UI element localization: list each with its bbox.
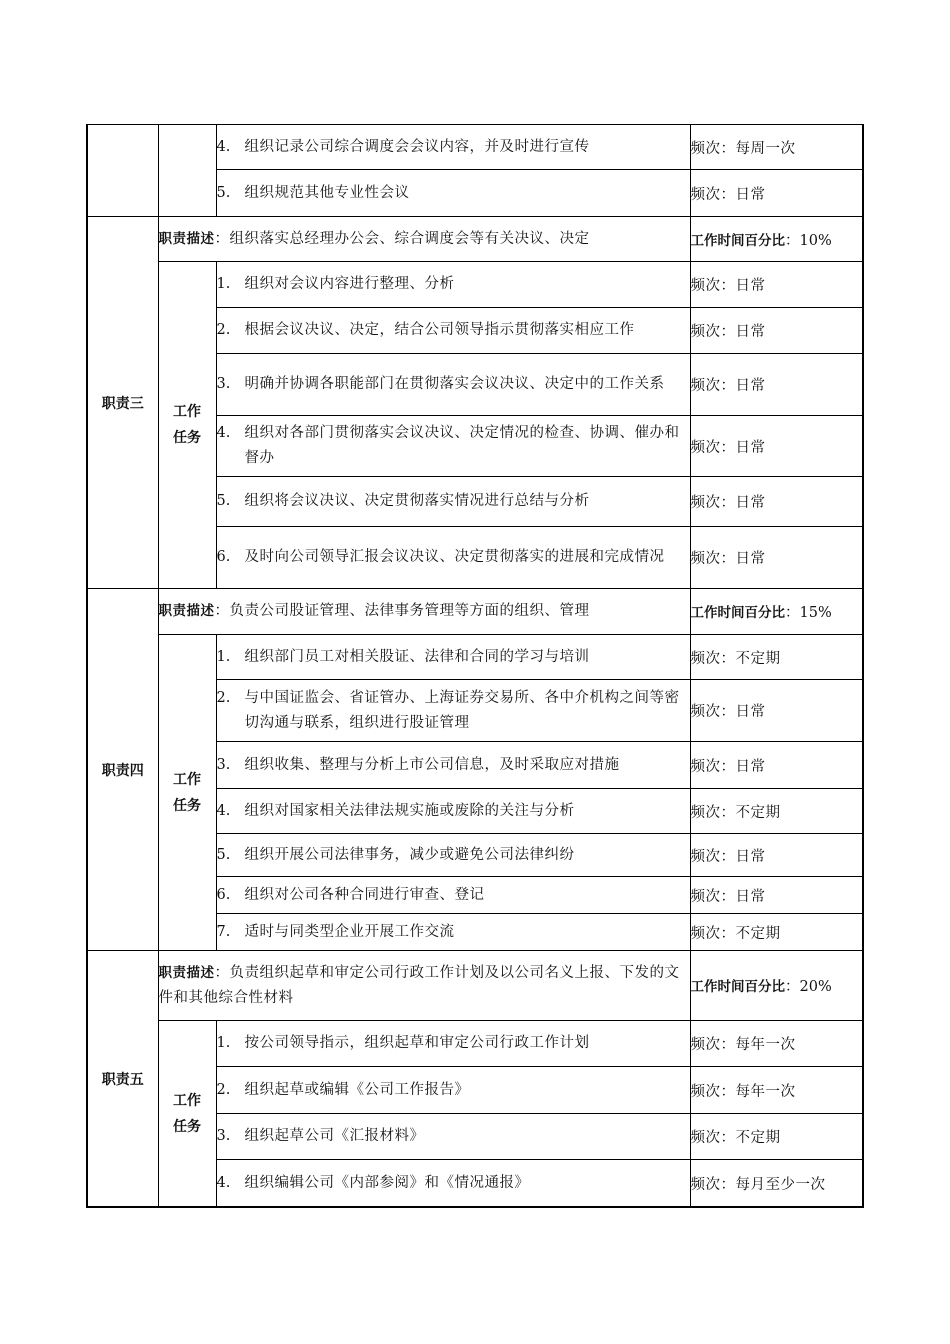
- task-number: 2.: [216, 322, 231, 338]
- task-cell: [216, 416, 690, 477]
- frequency-cell: 频次：日常: [690, 354, 863, 416]
- task-number: 5.: [216, 493, 231, 509]
- task-cell: [216, 527, 690, 589]
- task-item: [217, 645, 690, 670]
- task-text: 组织对国家相关法律法规实施或废除的关注与分析: [244, 802, 575, 819]
- frequency-value: 日常: [735, 378, 766, 394]
- task-cell: [216, 1114, 690, 1160]
- frequency-value: 日常: [735, 278, 766, 294]
- duty-description: 职责描述：负责组织起草和审定公司行政工作计划及以公司名义上报、下发的文件和其他综合性材料: [158, 951, 690, 1021]
- frequency-label: 频次: [690, 1130, 721, 1146]
- task-row: [87, 125, 863, 170]
- frequency-cell: 频次：每周一次: [690, 125, 863, 170]
- task-text: 组织规范其他专业性会议: [244, 184, 410, 201]
- duty-description-text: 组织落实总经理办公会、综合调度会等有关决议、决定: [229, 230, 590, 247]
- task-text: 适时与同类型企业开展工作交流: [244, 923, 455, 940]
- task-cell: [216, 914, 690, 951]
- frequency-value: 日常: [735, 186, 766, 203]
- work-tasks-label: [158, 125, 216, 217]
- time-percentage-label: 工作时间百分比: [690, 605, 785, 621]
- frequency-value: 每年一次: [735, 1037, 796, 1053]
- frequency-label: 频次: [690, 1176, 721, 1193]
- frequency-value: 日常: [735, 324, 766, 340]
- duty-description-text: 负责公司股证管理、法律事务管理等方面的组织、管理: [229, 603, 590, 619]
- frequency-label: 频次: [690, 378, 721, 394]
- frequency-label: 频次: [690, 925, 721, 942]
- task-cell: [216, 742, 690, 789]
- duty-description-text: 负责组织起草和审定公司行政工作计划及以公司名义上报、下发的文件和其他综合性材料: [158, 964, 680, 1006]
- frequency-value: 每周一次: [735, 140, 796, 157]
- frequency-cell: 频次：日常: [690, 262, 863, 308]
- frequency-value: 日常: [735, 888, 766, 905]
- task-cell: [216, 1021, 690, 1067]
- task-item: [217, 372, 690, 397]
- task-text: 组织对公司各种合同进行审查、登记: [244, 886, 485, 903]
- task-text: 组织部门员工对相关股证、法律和合同的学习与培训: [244, 648, 590, 665]
- task-item: [217, 1031, 690, 1056]
- task-cell: [216, 834, 690, 877]
- task-row: [87, 1021, 863, 1067]
- frequency-value: 日常: [735, 848, 766, 865]
- duty-description-label: 职责描述: [158, 603, 215, 619]
- frequency-value: 不定期: [735, 804, 781, 821]
- time-percentage-value: 10%: [799, 232, 832, 249]
- task-number: 2.: [216, 1081, 231, 1098]
- task-cell: [216, 170, 690, 217]
- work-tasks-label-line2: 任务: [173, 797, 201, 814]
- duty-description-row: [87, 951, 863, 1021]
- task-item: [217, 272, 690, 297]
- task-number: 3.: [216, 376, 231, 392]
- frequency-value: 日常: [735, 495, 766, 511]
- task-item: [217, 686, 690, 736]
- task-item: [217, 1171, 690, 1196]
- time-percentage-value: 15%: [799, 605, 832, 621]
- task-item: [217, 799, 690, 824]
- task-cell: [216, 354, 690, 416]
- task-number: 1.: [216, 1035, 231, 1051]
- frequency-cell: 频次：每年一次: [690, 1021, 863, 1067]
- task-item: [217, 920, 690, 945]
- task-item: [217, 489, 690, 514]
- work-tasks-label-line2: 任务: [173, 1118, 201, 1135]
- task-item: [217, 421, 690, 471]
- frequency-value: 日常: [735, 551, 766, 567]
- task-number: 1.: [216, 648, 231, 665]
- frequency-cell: 频次：日常: [690, 527, 863, 589]
- work-tasks-label-line1: 工作: [173, 771, 201, 788]
- duty-table: [86, 124, 864, 1208]
- task-text: 根据会议决议、决定，结合公司领导指示贯彻落实相应工作: [244, 322, 635, 338]
- duty-table-body: [87, 125, 863, 1208]
- frequency-label: 频次: [690, 140, 721, 157]
- task-number: 6.: [216, 549, 231, 565]
- frequency-value: 不定期: [735, 650, 781, 667]
- frequency-label: 频次: [690, 804, 721, 821]
- frequency-cell: 频次：日常: [690, 477, 863, 527]
- duty-title: 职责五: [87, 951, 158, 1208]
- work-tasks-label-line1: 工作: [173, 1092, 201, 1109]
- duty-description: 职责描述：负责公司股证管理、法律事务管理等方面的组织、管理: [158, 589, 690, 635]
- task-item: [217, 1078, 690, 1103]
- frequency-cell: 频次：不定期: [690, 914, 863, 951]
- task-text: 组织收集、整理与分析上市公司信息，及时采取应对措施: [244, 756, 620, 773]
- frequency-value: 日常: [735, 758, 766, 775]
- frequency-cell: 频次：不定期: [690, 789, 863, 834]
- frequency-value: 日常: [735, 439, 766, 456]
- frequency-label: 频次: [690, 1083, 721, 1100]
- task-cell: [216, 308, 690, 354]
- frequency-cell: 频次：日常: [690, 834, 863, 877]
- task-number: 3.: [216, 1128, 231, 1144]
- frequency-value: 不定期: [735, 1130, 781, 1146]
- frequency-label: 频次: [690, 495, 721, 511]
- task-number: 3.: [216, 756, 231, 773]
- task-item: [217, 181, 690, 206]
- frequency-value: 不定期: [735, 925, 781, 942]
- task-number: 4.: [216, 425, 231, 441]
- task-text: 组织对会议内容进行整理、分析: [244, 276, 455, 292]
- task-text: 组织起草公司《汇报材料》: [244, 1128, 425, 1144]
- work-tasks-label: [158, 262, 216, 589]
- task-text: 组织记录公司综合调度会会议内容，并及时进行宣传: [244, 138, 590, 155]
- task-text: 按公司领导指示，组织起草和审定公司行政工作计划: [244, 1035, 590, 1051]
- duty-title: 职责四: [87, 589, 158, 951]
- task-cell: [216, 125, 690, 170]
- frequency-cell: 频次：日常: [690, 416, 863, 477]
- task-cell: [216, 477, 690, 527]
- frequency-label: 频次: [690, 551, 721, 567]
- frequency-cell: 频次：不定期: [690, 1114, 863, 1160]
- task-number: 6.: [216, 886, 231, 903]
- frequency-value: 每年一次: [735, 1083, 796, 1100]
- frequency-cell: 频次：日常: [690, 308, 863, 354]
- task-item: [217, 883, 690, 908]
- frequency-cell: 频次：日常: [690, 877, 863, 914]
- frequency-cell: 频次：每月至少一次: [690, 1160, 863, 1208]
- time-percentage: 工作时间百分比：15%: [690, 589, 863, 635]
- frequency-label: 频次: [690, 439, 721, 456]
- task-number: 4.: [216, 1174, 231, 1191]
- task-item: [217, 1124, 690, 1149]
- task-row: [87, 262, 863, 308]
- frequency-label: 频次: [690, 186, 721, 203]
- task-text: 组织将会议决议、决定贯彻落实情况进行总结与分析: [244, 493, 590, 509]
- task-cell: [216, 1160, 690, 1208]
- task-text: 组织编辑公司《内部参阅》和《情况通报》: [244, 1174, 530, 1191]
- work-tasks-label-line1: 工作: [173, 404, 201, 420]
- frequency-label: 频次: [690, 278, 721, 294]
- task-number: 2.: [216, 689, 231, 706]
- task-number: 4.: [216, 802, 231, 819]
- task-cell: [216, 262, 690, 308]
- task-cell: [216, 877, 690, 914]
- frequency-cell: 频次：每年一次: [690, 1067, 863, 1114]
- frequency-label: 频次: [690, 1037, 721, 1053]
- time-percentage-label: 工作时间百分比: [690, 232, 785, 249]
- task-text: 组织起草或编辑《公司工作报告》: [244, 1081, 470, 1098]
- task-number: 7.: [216, 923, 231, 940]
- work-tasks-label-line2: 任务: [173, 430, 201, 446]
- duty-description: 职责描述：组织落实总经理办公会、综合调度会等有关决议、决定: [158, 217, 690, 262]
- duty-title-cell: [87, 125, 158, 217]
- task-cell: [216, 789, 690, 834]
- time-percentage: 工作时间百分比：20%: [690, 951, 863, 1021]
- frequency-cell: 频次：不定期: [690, 635, 863, 680]
- duty-description-row: [87, 217, 863, 262]
- time-percentage-value: 20%: [799, 979, 832, 995]
- time-percentage: 工作时间百分比：10%: [690, 217, 863, 262]
- frequency-label: 频次: [690, 758, 721, 775]
- task-number: 5.: [216, 846, 231, 863]
- duty-title: 职责三: [87, 217, 158, 589]
- task-text: 组织对各部门贯彻落实会议决议、决定情况的检查、协调、催办和督办: [244, 425, 680, 466]
- frequency-value: 日常: [735, 704, 766, 720]
- task-text: 与中国证监会、省证管办、上海证券交易所、各中介机构之间等密切沟通与联系，组织进行股证管理: [244, 689, 680, 731]
- duty-description-label: 职责描述: [158, 964, 215, 981]
- frequency-cell: 频次：日常: [690, 170, 863, 217]
- frequency-value: 每月至少一次: [735, 1176, 826, 1193]
- duty-description-row: [87, 589, 863, 635]
- task-text: 及时向公司领导汇报会议决议、决定贯彻落实的进展和完成情况: [244, 549, 665, 565]
- task-number: 4.: [216, 138, 231, 155]
- task-cell: [216, 1067, 690, 1114]
- frequency-label: 频次: [690, 848, 721, 865]
- task-item: [217, 753, 690, 778]
- frequency-label: 频次: [690, 888, 721, 905]
- time-percentage-label: 工作时间百分比: [690, 979, 785, 995]
- task-row: [87, 635, 863, 680]
- task-item: [217, 135, 690, 160]
- task-number: 5.: [216, 184, 231, 201]
- task-item: [217, 318, 690, 343]
- duty-description-label: 职责描述: [158, 230, 215, 247]
- task-text: 组织开展公司法律事务，减少或避免公司法律纠纷: [244, 846, 575, 863]
- work-tasks-label: [158, 1021, 216, 1208]
- frequency-label: 频次: [690, 324, 721, 340]
- task-cell: [216, 680, 690, 742]
- frequency-cell: 频次：日常: [690, 742, 863, 789]
- task-text: 明确并协调各职能部门在贯彻落实会议决议、决定中的工作关系: [244, 376, 665, 392]
- work-tasks-label: [158, 635, 216, 951]
- task-item: [217, 545, 690, 570]
- task-cell: [216, 635, 690, 680]
- task-number: 1.: [216, 276, 231, 292]
- frequency-label: 频次: [690, 704, 721, 720]
- frequency-label: 频次: [690, 650, 721, 667]
- task-item: [217, 843, 690, 868]
- frequency-cell: 频次：日常: [690, 680, 863, 742]
